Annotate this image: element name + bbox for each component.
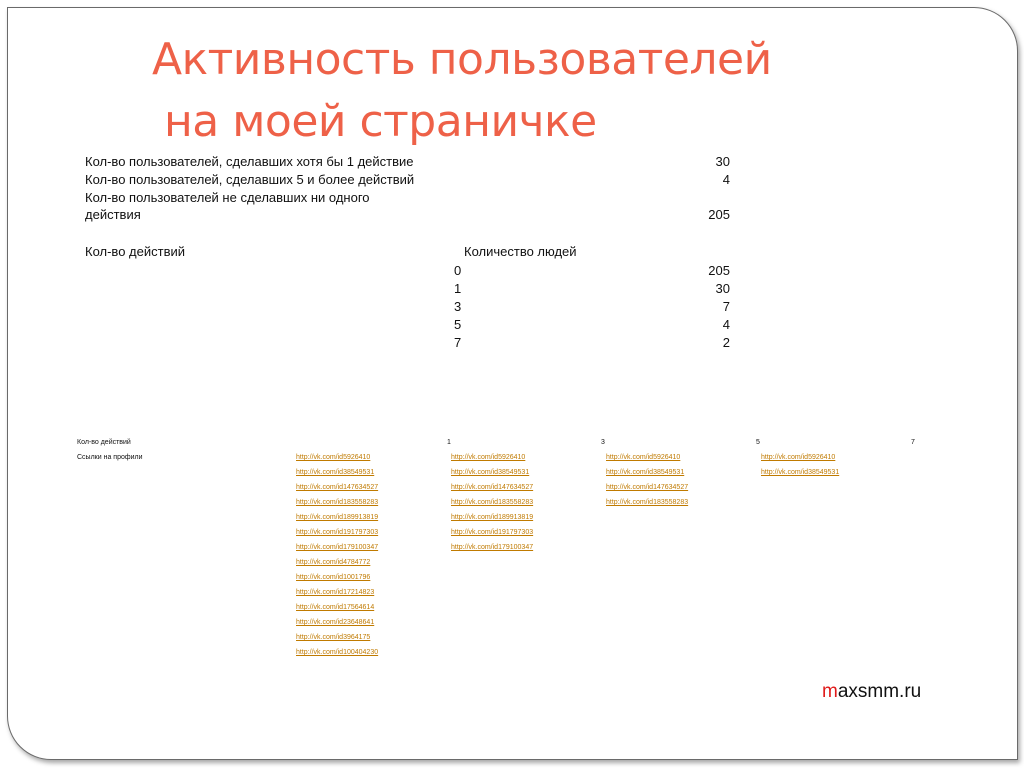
distribution-people-value: 2 <box>722 335 730 350</box>
profile-link[interactable]: http://vk.com/id5926410 <box>451 454 526 461</box>
links-header-value-1: 1 <box>447 439 451 446</box>
profile-link[interactable]: http://vk.com/id38549531 <box>606 469 685 476</box>
footer-brand-rest: axsmm.ru <box>837 681 922 702</box>
links-header-value-7: 7 <box>911 439 915 446</box>
profile-link[interactable]: http://vk.com/id38549531 <box>451 469 530 476</box>
links-row-label: Ссылки на профили <box>77 454 143 461</box>
summary-label-3b: действия <box>85 207 141 222</box>
summary-label-2: Кол-во пользователей, сделавших 5 и более действий <box>85 172 415 187</box>
profile-link[interactable]: http://vk.com/id147634527 <box>296 484 379 491</box>
profile-link[interactable]: http://vk.com/id183558283 <box>451 499 534 506</box>
distribution-header-people: Количество людей <box>464 244 577 259</box>
profile-link[interactable]: http://vk.com/id5926410 <box>761 454 836 461</box>
profile-link[interactable]: http://vk.com/id189913819 <box>296 514 379 521</box>
profile-link[interactable]: http://vk.com/id3964175 <box>296 634 371 641</box>
links-header-label: Кол-во действий <box>77 439 131 446</box>
profile-link[interactable]: http://vk.com/id23648641 <box>296 619 375 626</box>
profile-link[interactable]: http://vk.com/id38549531 <box>296 469 375 476</box>
profile-link[interactable]: http://vk.com/id147634527 <box>606 484 689 491</box>
links-header-value-3: 3 <box>601 439 605 446</box>
distribution-people-value: 205 <box>708 263 730 278</box>
distribution-actions-value: 7 <box>454 335 462 350</box>
distribution-people-value: 30 <box>715 281 730 296</box>
slide-title-line2: на моей страничке <box>164 96 597 147</box>
profile-link[interactable]: http://vk.com/id179100347 <box>296 544 379 551</box>
profile-link[interactable]: http://vk.com/id147634527 <box>451 484 534 491</box>
profile-link[interactable]: http://vk.com/id191797303 <box>451 529 534 536</box>
profile-link[interactable]: http://vk.com/id100404230 <box>296 649 379 656</box>
distribution-actions-value: 5 <box>454 317 462 332</box>
distribution-actions-value: 0 <box>454 263 462 278</box>
profile-link[interactable]: http://vk.com/id5926410 <box>296 454 371 461</box>
distribution-people-value: 7 <box>722 299 730 314</box>
profile-link[interactable]: http://vk.com/id4784772 <box>296 559 371 566</box>
profile-link[interactable]: http://vk.com/id179100347 <box>451 544 534 551</box>
distribution-people-value: 4 <box>722 317 730 332</box>
distribution-actions-value: 3 <box>454 299 462 314</box>
summary-value-1: 30 <box>715 154 730 169</box>
profile-link[interactable]: http://vk.com/id17564614 <box>296 604 375 611</box>
profile-link[interactable]: http://vk.com/id183558283 <box>606 499 689 506</box>
distribution-header-actions: Кол-во действий <box>85 244 185 259</box>
footer-brand-initial: m <box>822 681 838 702</box>
profile-link[interactable]: http://vk.com/id1001796 <box>296 574 371 581</box>
profile-link[interactable]: http://vk.com/id183558283 <box>296 499 379 506</box>
profile-link[interactable]: http://vk.com/id38549531 <box>761 469 840 476</box>
profile-link[interactable]: http://vk.com/id17214823 <box>296 589 375 596</box>
profile-link[interactable]: http://vk.com/id189913819 <box>451 514 534 521</box>
slide-title-line1: Активность пользователей <box>152 34 772 85</box>
footer-brand <box>822 681 921 703</box>
distribution-actions-value: 1 <box>454 281 462 296</box>
links-header-value-5: 5 <box>756 439 760 446</box>
profile-link[interactable]: http://vk.com/id5926410 <box>606 454 681 461</box>
summary-value-3: 205 <box>708 207 730 222</box>
summary-label-3a: Кол-во пользователей не сделавших ни одного <box>85 190 370 205</box>
summary-label-1: Кол-во пользователей, сделавших хотя бы 1 действие <box>85 154 414 169</box>
summary-value-2: 4 <box>722 172 730 187</box>
profile-link[interactable]: http://vk.com/id191797303 <box>296 529 379 536</box>
